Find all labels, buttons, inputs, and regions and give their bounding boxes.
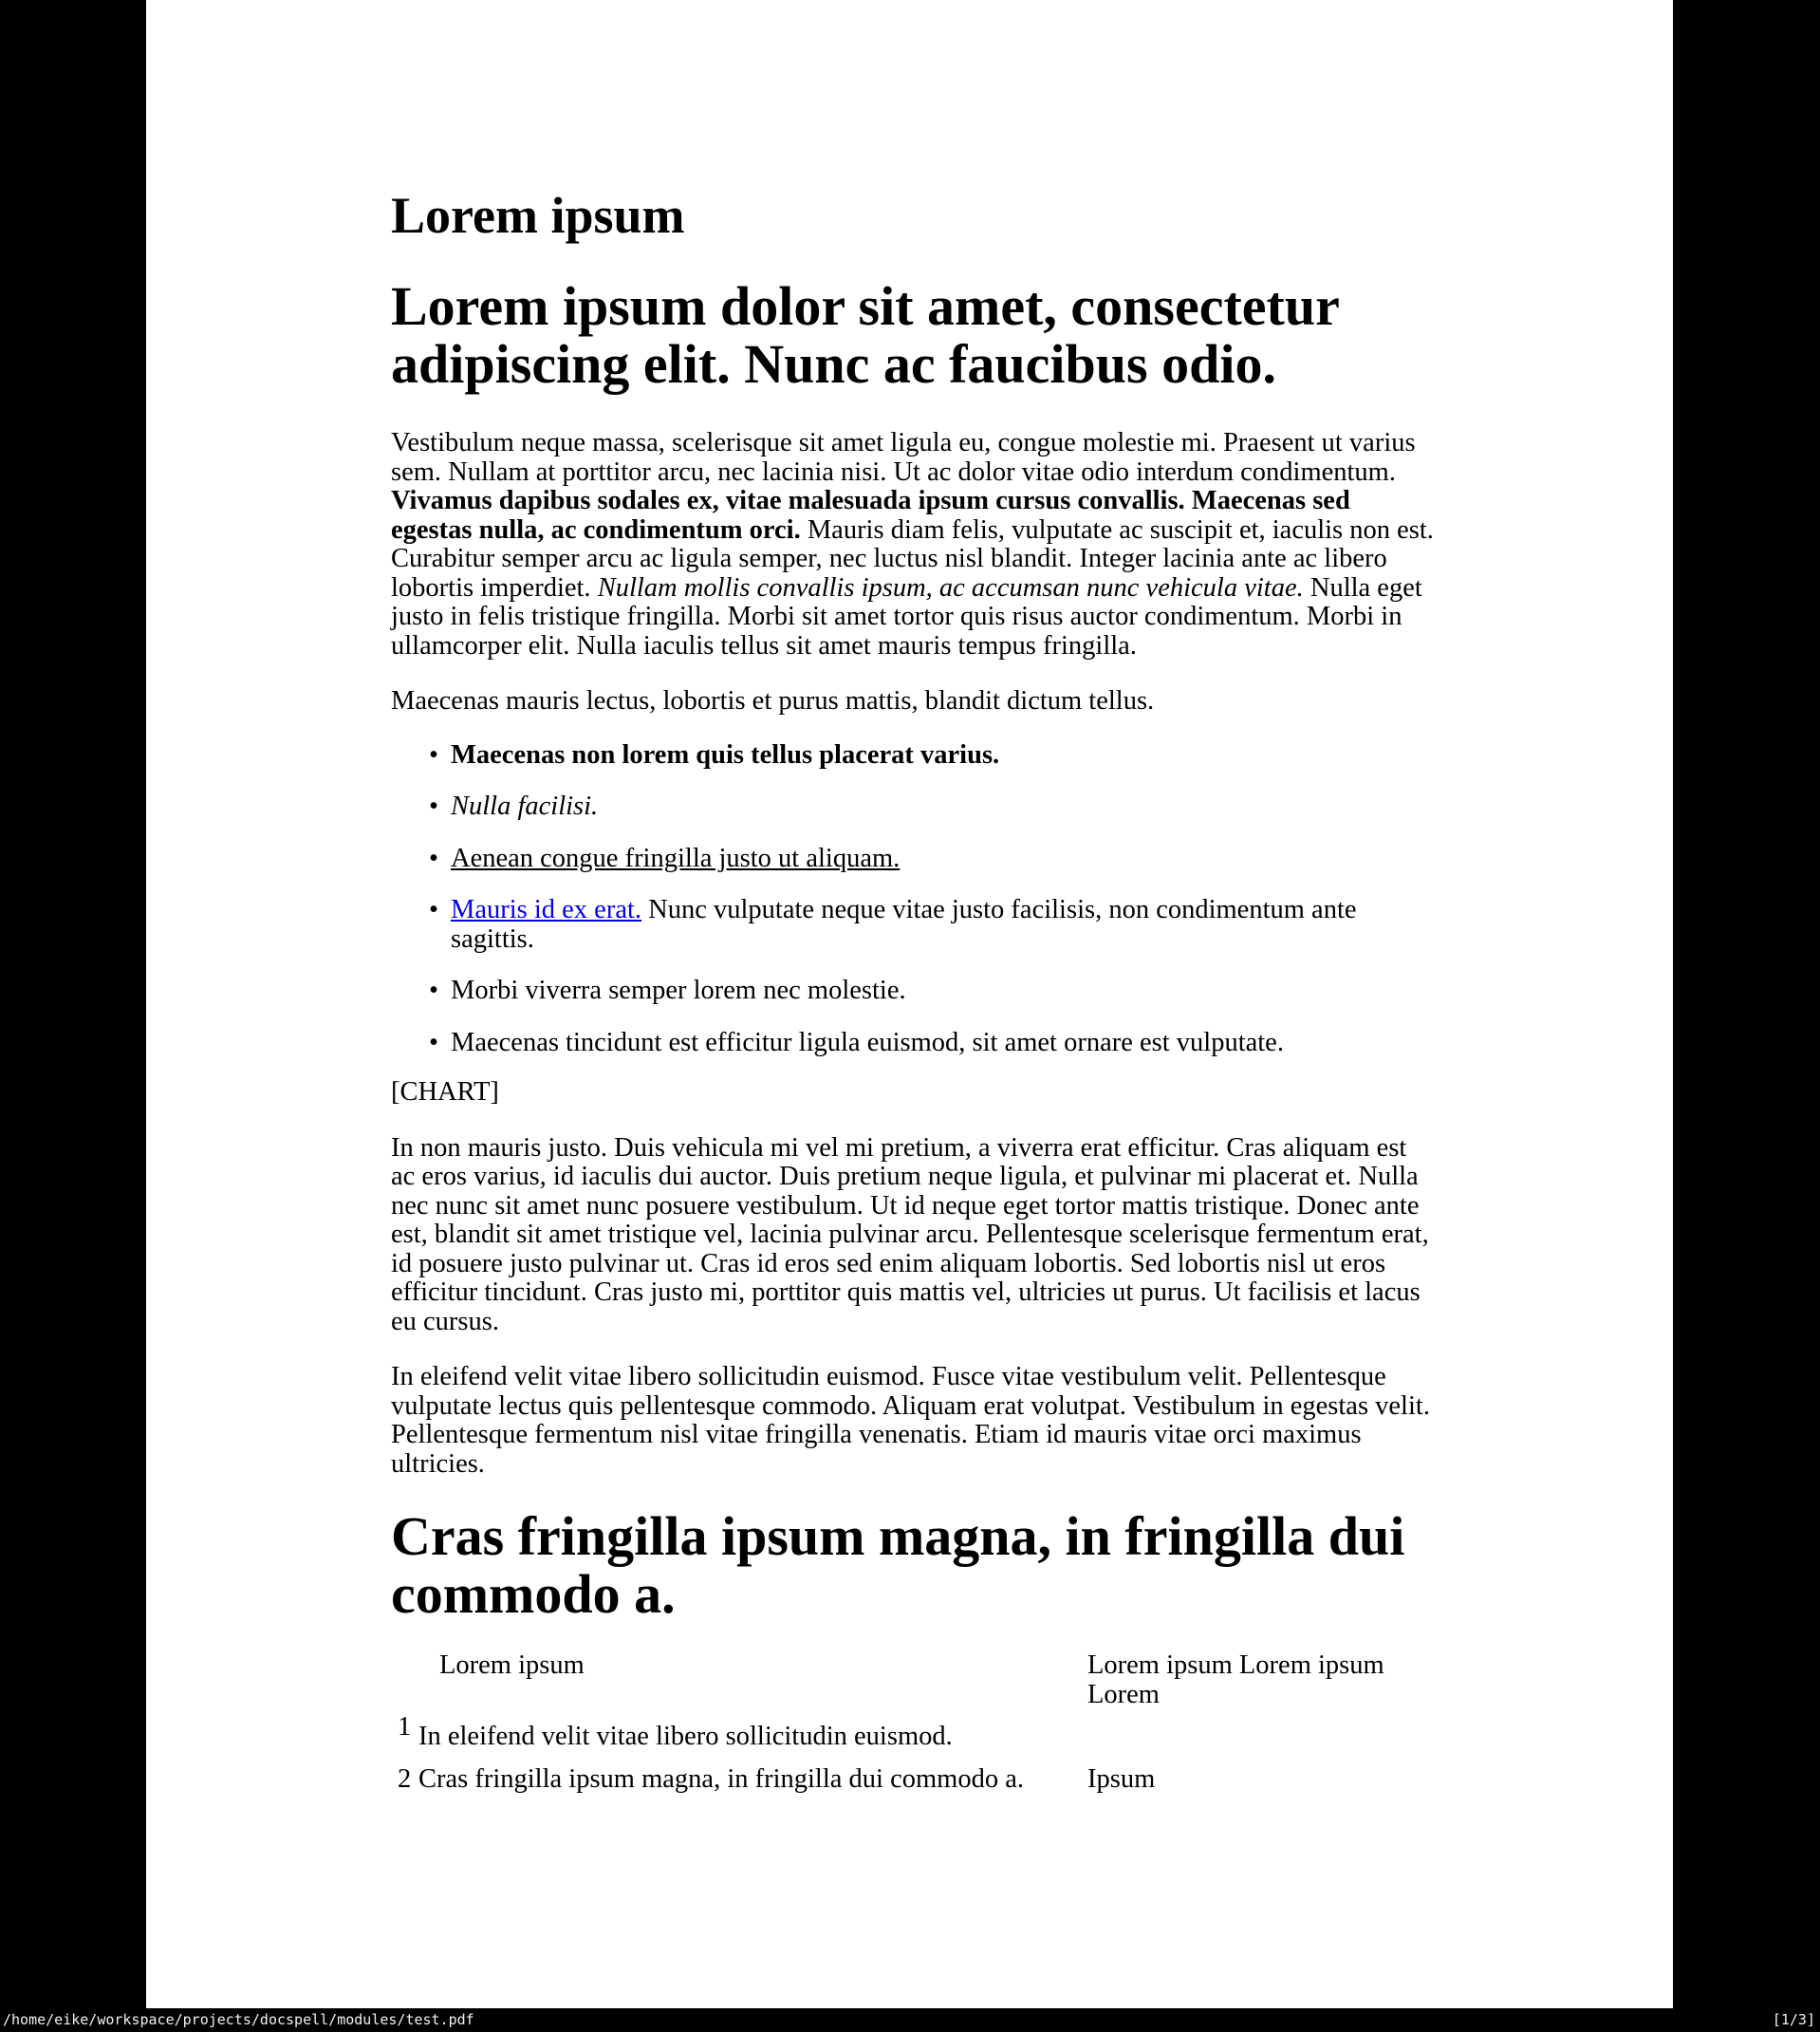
paragraph-2: Maecenas mauris lectus, lobortis et purus mattis, blandit dictum tellus. [391,686,1155,716]
list-item [391,1029,1435,1058]
text-segment-underline: Aenean congue fringilla justo ut aliquam. [451,843,901,873]
paragraph-4: In eleifend velit vitae libero sollicitudin euismod. Fusce vitae vestibulum velit. Pellentesque vulputate lectus quis pellentesque commodo. Aliquam erat volutpat. Vestibulum in egestas velit. Pellentesque fermentum nisl vitae fringilla venenatis. Etiam id mauris vitae orci maximus ultricies. [391,1362,1430,1479]
section-heading-2: Cras fringilla ipsum magna, in fringilla dui commodo a. [391,1505,1405,1625]
chart-placeholder: [CHART] [391,1077,499,1107]
footnote-number-text: 2 [398,1763,412,1794]
text-segment-bold: Maecenas non lorem quis tellus placerat varius. [451,739,1000,770]
list-item [391,896,1435,954]
table-cell-right: Ipsum [1087,1763,1156,1794]
text-segment-bold: Vivamus dapibus sodales ex, vitae malesuada ipsum cursus convallis. Maecenas sed egestas nulla, ac condimentum orci. [391,486,1350,545]
text-segment-normal: Mauris diam felis, vulputate ac suscipit et, iaculis non est. Curabitur semper arcu ac ligula semper, nec luctus nisl blandit. Integer lacinia ante ac libero lobortis imperdiet. [391,514,1434,603]
text-segment-normal: Nunc vulputate neque vitae justo facilisis, non condimentum ante sagittis. [451,895,1357,954]
footnote-number [398,1651,418,1709]
footnote-number-sup: 1 [398,1712,412,1742]
pdf-page [146,0,1673,2008]
bullet-list [391,741,1435,1058]
text-segment-normal: Nulla eget justo in felis tristique fringilla. Morbi sit amet tortor quis risus auctor condimentum. Morbi in ullamcorper elit. Nulla iaculis tellus sit amet mauris tempus fringilla. [391,572,1422,661]
text-segment-italic: Nulla facilisi. [451,792,599,821]
text-segment-normal: Maecenas tincidunt est efficitur ligula euismod, sit amet ornare est vulputate. [451,1027,1284,1057]
list-item [391,845,1435,874]
list-item [391,977,1435,1006]
footnote-number [398,1765,418,1795]
list-item [391,792,1435,822]
table-cell-left: Lorem ipsum [439,1650,585,1680]
table-cell-left: Cras fringilla ipsum magna, in fringilla dui commodo a. [418,1763,1024,1794]
paragraph-1 [391,429,1435,661]
table-cell-right [1087,1723,1431,1752]
statusbar-page-indicator: [1/3] [1772,2010,1815,2028]
table-cell-left: In eleifend velit vitae libero sollicitudin euismod. [418,1722,953,1751]
statusbar-file-path: /home/eike/workspace/projects/docspell/modules/test.pdf [3,2010,474,2028]
page-content [146,0,1673,1794]
inline-link[interactable]: Mauris id ex erat. [451,895,642,924]
list-item [391,741,1435,771]
table-cell-right: Lorem ipsum Lorem ipsum Lorem [1087,1650,1384,1709]
section-heading-1: Lorem ipsum dolor sit amet, consectetur adipiscing elit. Nunc ac faucibus odio. [391,275,1339,395]
text-segment-italic: Nullam mollis convallis ipsum, ac accumsan nunc vehicula vitae. [597,572,1304,603]
statusbar [0,2008,1820,2032]
document-title: Lorem ipsum [391,187,685,244]
paragraph-3: In non mauris justo. Duis vehicula mi vel mi pretium, a viverra erat efficitur. Cras aliquam est ac eros varius, id iaculis dui auctor. Duis pretium neque ligula, et pulvinar mi placerat et. Nulla nec nunc sit amet nunc posuere vestibulum. Ut id neque eget tortor mattis tristique. Donec ante est, blandit sit amet tristique vel, lacinia pulvinar arcu. Pellentesque scelerisque fermentum erat, id posuere justo pulvinar ut. Cras id eros sed enim aliquam lobortis. Sed lobortis nisl ut eros efficitur tincidunt. Cras justo mi, porttitor quis mattis vel, ultricies ut purus. Ut facilisis et lacus eu cursus. [391,1132,1429,1336]
footnote-table [398,1651,1435,1794]
footnote-number [398,1712,418,1752]
text-segment-normal: Morbi viverra semper lorem nec molestie. [451,976,906,1005]
text-segment-normal: Vestibulum neque massa, scelerisque sit amet ligula eu, congue molestie mi. Praesent ut varius sem. Nullam at porttitor arcu, nec lacinia nisi. Ut ac dolor vitae odio interdum condimentum. [391,428,1416,487]
